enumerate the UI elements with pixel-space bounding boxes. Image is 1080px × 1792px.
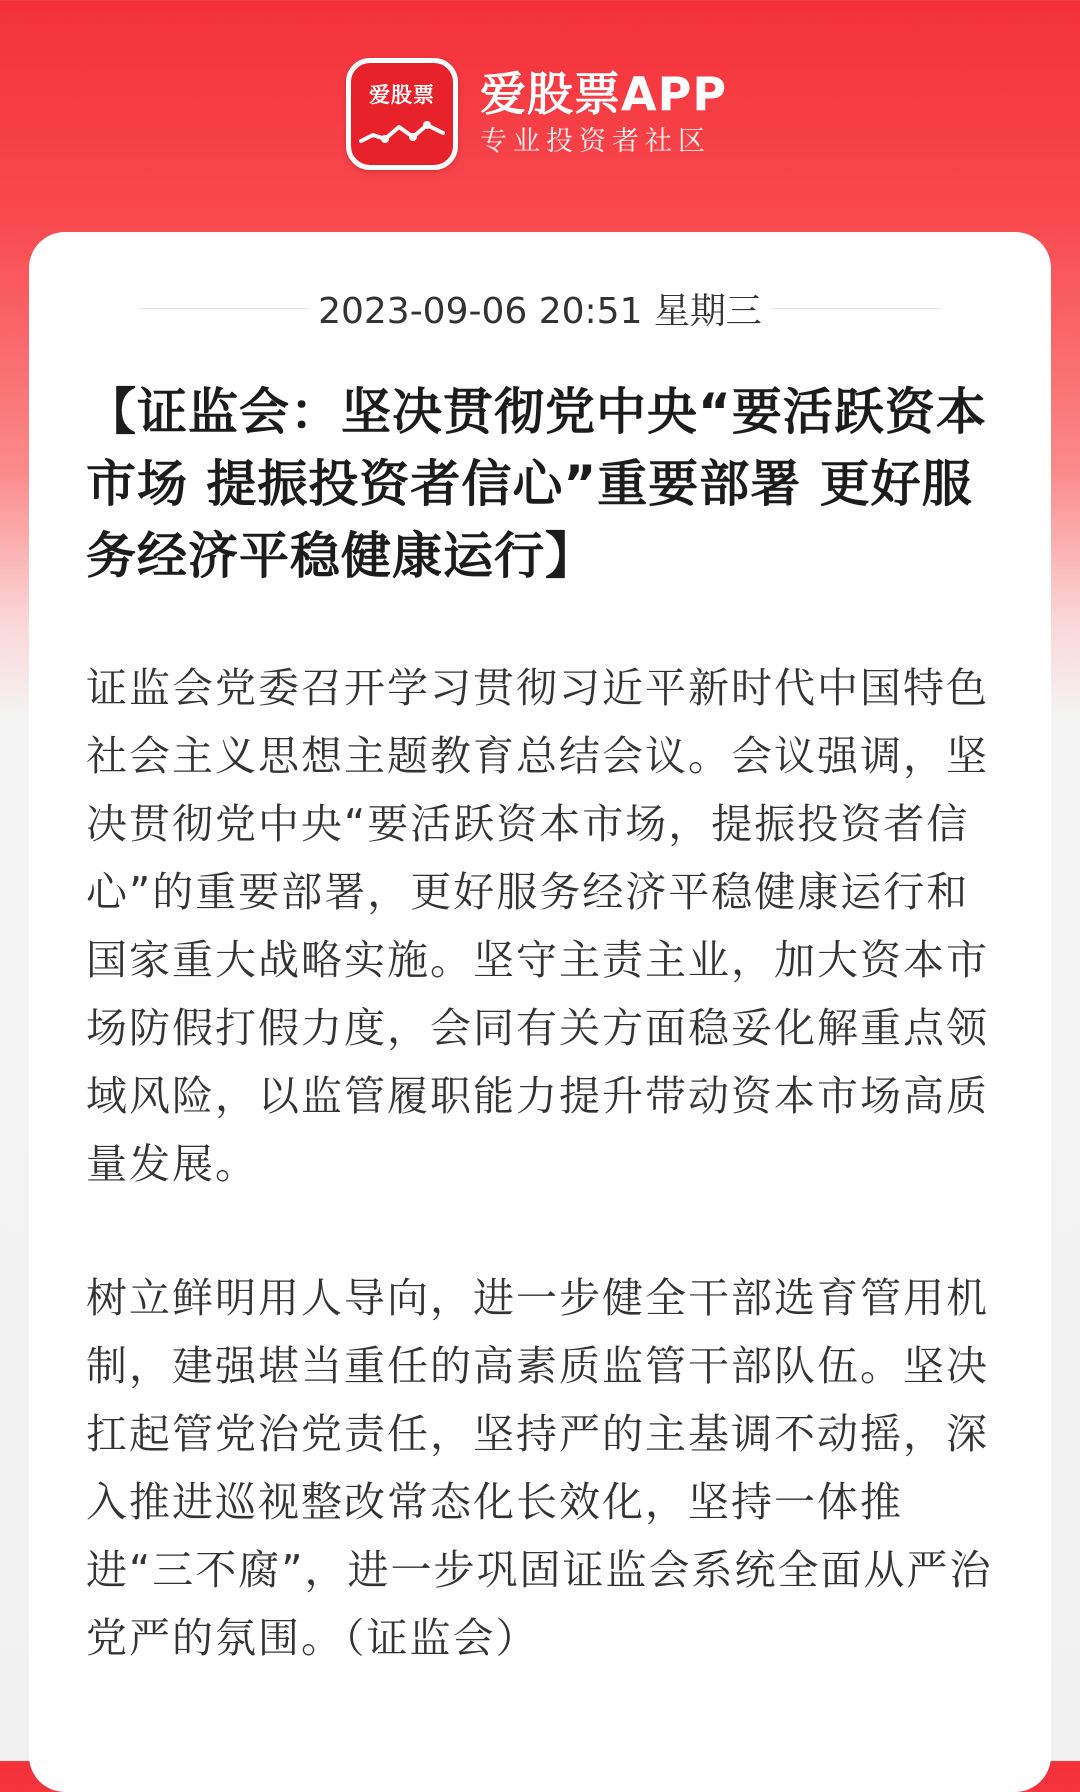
app-tagline: 专业投资者社区 <box>480 126 711 157</box>
article-date-row <box>140 288 940 332</box>
article-paragraph: 证监会党委召开学习贯彻习近平新时代中国特色社会主义思想主题教育总结会议。会议强调，坚决贯彻党中央“要活跃资本市场，提振投资者信心”的重要部署，更好服务经济平稳健康运行和国家重大战略实施。坚守主责主业，加大资本市场防假打假力度，会同有关方面稳妥化解重点领域风险，以监管履职能力提升带动资本市场高质量发展。 <box>86 664 989 1188</box>
date-divider-right <box>772 308 940 309</box>
app-logo-icon <box>346 58 458 170</box>
brand-text-block <box>480 66 727 162</box>
article-paragraph: 树立鲜明用人导向，进一步健全干部选育管用机制，建强堪当重任的高素质监管干部队伍。坚决扛起管党治党责任，坚持严的主基调不动摇，深入推进巡视整改常态化长效化，坚持一体推进“三不腐”，进一步巩固证监会系统全面从严治党严的氛围。（证监会） <box>86 1274 993 1662</box>
date-divider-left <box>140 308 308 309</box>
stock-line-icon <box>357 113 447 153</box>
brand-header <box>346 58 727 170</box>
app-name: 爱股票APP <box>480 67 728 121</box>
article-datetime: 2023-09-06 20:51 星期三 <box>318 290 762 332</box>
logo-text: 爱股票 <box>369 83 435 107</box>
article-headline: 【证监会：坚决贯彻党中央“要活跃资本市场 提振投资者信心”重要部署 更好服务经济平稳健康运行】 <box>86 383 987 585</box>
